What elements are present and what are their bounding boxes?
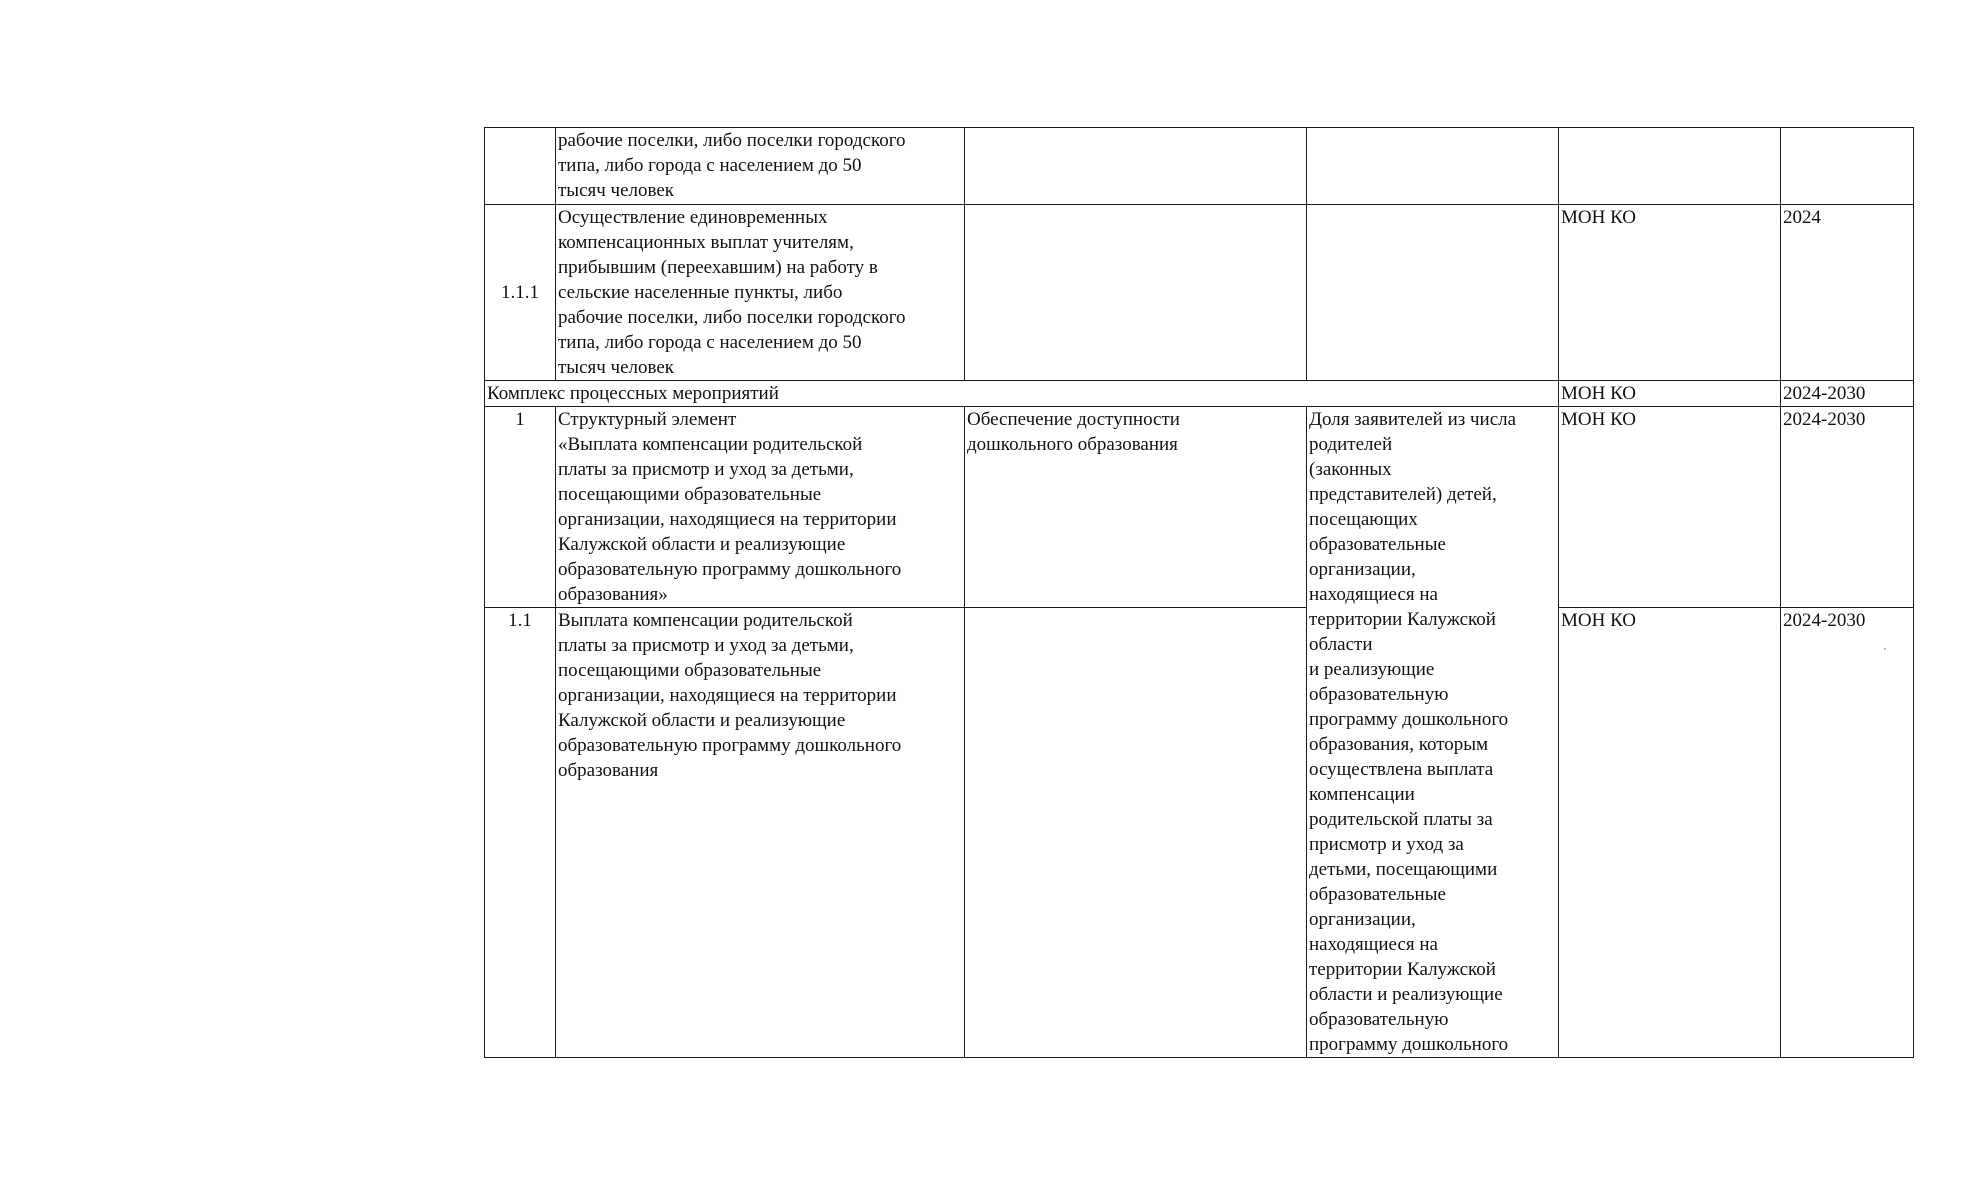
row-number-cell [485,128,556,205]
measure-name-cell: Структурный элемент «Выплата компенсации родительской платы за присмотр и уход за детьми, посещающими образовательные организации, находящиеся на территории Калужской области и реализующие образовательную программу дошкольного образования» [556,407,965,608]
section-header-row [485,381,1914,407]
period-cell: 2024-2030 [1781,608,1914,1058]
indicator-cell: Доля заявителей из числа родителей (законных представителей) детей, посещающих образовательные организации, находящиеся на территории Калужской области и реализующие образовательную программу дошкольного образования, которым осуществлена выплата компенсации родительской платы за присмотр и уход за детьми, посещающими образовательные организации, находящиеся на территории Калужской области и реализующие образовательную программу дошкольного [1307,407,1559,1058]
table-row-continuation [485,128,1914,205]
table-row-1-1-1 [485,205,1914,381]
measure-name-cell: рабочие поселки, либо поселки городского типа, либо города с населением до 50 тысяч человек [556,128,965,205]
task-cell: Обеспечение доступности дошкольного образования [965,407,1307,608]
period-cell: 2024-2030 [1781,407,1914,608]
structural-element-row [485,407,1914,608]
task-cell [965,205,1307,381]
scan-speck [1884,648,1886,650]
task-cell [965,128,1307,205]
executor-cell: МОН КО [1559,381,1781,407]
row-number-cell: 1 [485,407,556,608]
row-number-cell: 1.1 [485,608,556,1058]
executor-cell [1559,128,1781,205]
period-cell: 2024 [1781,205,1914,381]
executor-cell: МОН КО [1559,407,1781,608]
measures-table [484,127,1914,1058]
indicator-cell [1307,128,1559,205]
indicator-cell [1307,205,1559,381]
period-cell [1781,128,1914,205]
executor-cell: МОН КО [1559,608,1781,1058]
row-number-cell: 1.1.1 [485,205,556,381]
task-cell [965,608,1307,1058]
executor-cell: МОН КО [1559,205,1781,381]
table-row-1-1 [485,608,1914,1058]
measure-name-cell: Осуществление единовременных компенсационных выплат учителям, прибывшим (переехавшим) на работу в сельские населенные пункты, либо рабочие поселки, либо поселки городского типа, либо города с населением до 50 тысяч человек [556,205,965,381]
section-title-cell: Комплекс процессных мероприятий [485,381,1559,407]
measure-name-cell: Выплата компенсации родительской платы за присмотр и уход за детьми, посещающими образовательные организации, находящиеся на территории Калужской области и реализующие образовательную программу дошкольного образования [556,608,965,1058]
period-cell: 2024-2030 [1781,381,1914,407]
